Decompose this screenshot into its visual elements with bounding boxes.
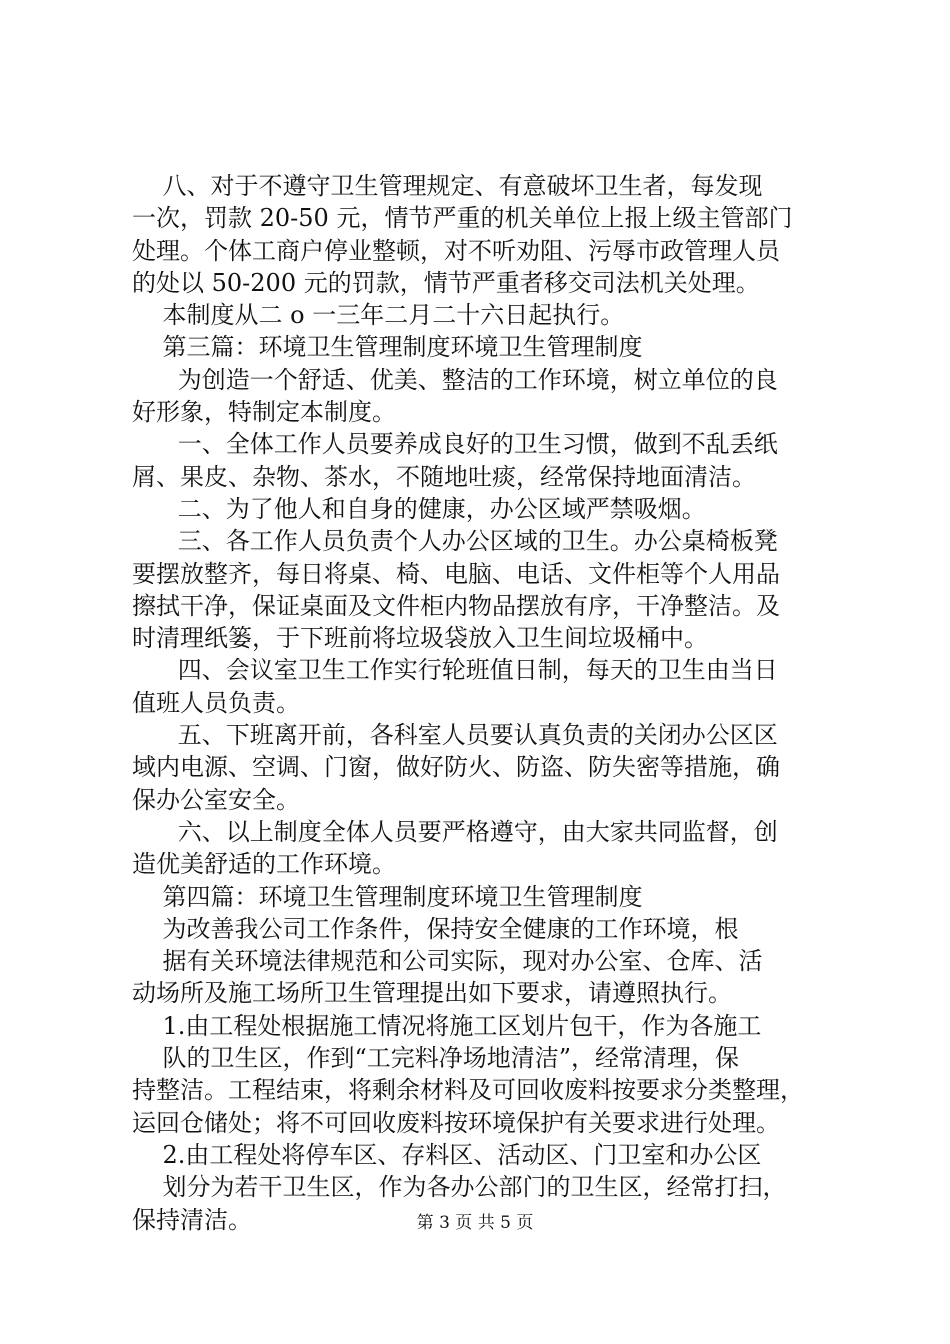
text-line: 一次，罚款 20-50 元，情节严重的机关单位上报上级主管部门 (132, 204, 793, 233)
text-line: 域内电源、空调、门窗，做好防火、防盗、防失密等措施，确 (132, 753, 780, 782)
text-line: 保办公室安全。 (132, 785, 300, 814)
section-heading: 第四篇：环境卫生管理制度环境卫生管理制度 (132, 882, 643, 911)
text-line: 八、对于不遵守卫生管理规定、有意破坏卫生者，每发现 (132, 172, 763, 200)
text-line: 本制度从二 o 一三年二月二十六日起执行。 (132, 301, 625, 330)
text-line: 要摆放整齐，每日将桌、椅、电脑、电话、文件柜等个人用品 (132, 559, 780, 588)
text-line: 一、全体工作人员要养成良好的卫生习惯，做到不乱丢纸 (132, 430, 778, 459)
text-line: 擦拭干净，保证桌面及文件柜内物品摆放有序，干净整洁。及 (132, 591, 780, 620)
text-line: 2.由工程处将停车区、存料区、活动区、门卫室和办公区 (132, 1140, 762, 1169)
text-line: 造优美舒适的工作环境。 (132, 850, 396, 879)
text-line: 为改善我公司工作条件，保持安全健康的工作环境，根 (132, 914, 739, 943)
text-line: 六、以上制度全体人员要严格遵守，由大家共同监督，创 (132, 817, 778, 846)
text-line: 五、下班离开前，各科室人员要认真负责的关闭办公区区 (132, 721, 778, 750)
text-line: 时清理纸篓，于下班前将垃圾袋放入卫生间垃圾桶中。 (132, 624, 708, 653)
text-line: 处理。个体工商户停业整顿，对不听劝阻、污辱市政管理人员 (132, 236, 780, 265)
text-line: 二、为了他人和自身的健康，办公区域严禁吸烟。 (132, 494, 706, 523)
document-body (132, 170, 832, 1236)
text-line: 值班人员负责。 (132, 688, 300, 717)
text-line: 为创造一个舒适、优美、整洁的工作环境，树立单位的良 (132, 365, 778, 394)
text-line: 划分为若干卫生区，作为各办公部门的卫生区，经常打扫， (132, 1173, 787, 1202)
text-line: 据有关环境法律规范和公司实际，现对办公室、仓库、活 (132, 947, 763, 976)
text-line: 持整洁。工程结束，将剩余材料及可回收废料按要求分类整理， (132, 1076, 804, 1105)
text-line: 动场所及施工场所卫生管理提出如下要求，请遵照执行。 (132, 979, 732, 1008)
text-line: 好形象，特制定本制度。 (132, 398, 396, 427)
page-number-footer: 第 3 页 共 5 页 (416, 1213, 534, 1233)
text-line: 保持清洁。 (132, 1205, 252, 1234)
text-line: 运回仓储处；将不可回收废料按环境保护有关要求进行处理。 (132, 1108, 780, 1137)
text-line: 三、各工作人员负责个人办公区域的卫生。办公桌椅板凳 (132, 527, 778, 556)
text-line: 的处以 50-200 元的罚款，情节严重者移交司法机关处理。 (132, 268, 760, 297)
text-line: 四、会议室卫生工作实行轮班值日制，每天的卫生由当日 (132, 656, 778, 685)
section-heading: 第三篇：环境卫生管理制度环境卫生管理制度 (132, 333, 643, 362)
text-line: 1.由工程处根据施工情况将施工区划片包干，作为各施工 (132, 1011, 762, 1040)
text-line: 屑、果皮、杂物、茶水，不随地吐痰，经常保持地面清洁。 (132, 462, 756, 491)
text-line: 队的卫生区，作到“工完料净场地清洁”，经常清理，保 (132, 1044, 740, 1073)
